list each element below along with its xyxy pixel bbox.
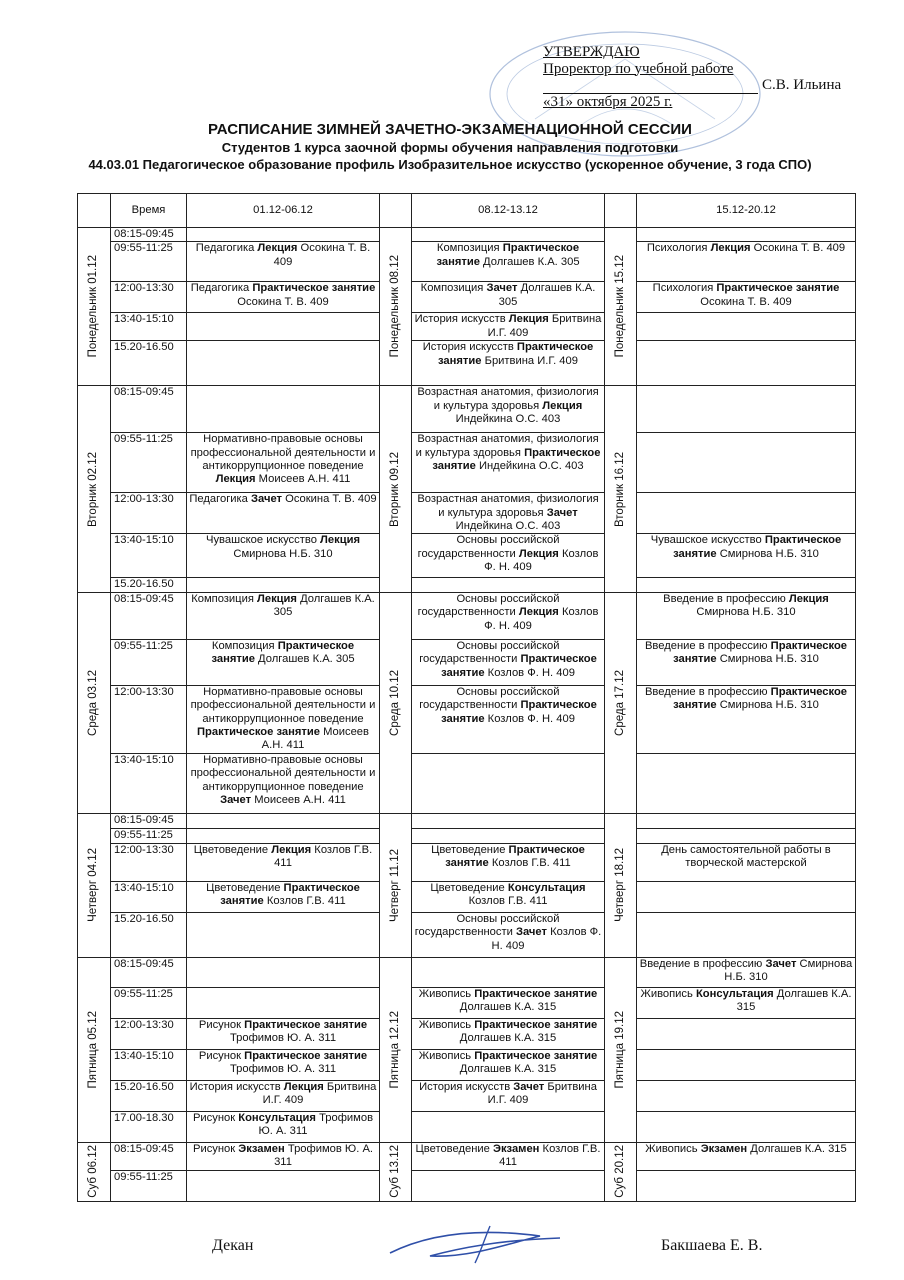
class-cell-week-2: История искусств Практическое занятие Бритвина И.Г. 409 [412, 341, 605, 386]
class-cell-week-1 [187, 813, 380, 828]
class-cell-week-1: Нормативно-правовые основы профессиональной деятельности и антикоррупционное поведение Зачет Моисеев А.Н. 411 [187, 753, 380, 813]
class-cell-week-2: Цветоведение Практическое занятие Козлов Г.В. 411 [412, 843, 605, 881]
table-row [78, 881, 856, 912]
header-week-2: 08.12-13.12 [412, 194, 605, 228]
header-week-3: 15.12-20.12 [637, 194, 856, 228]
class-cell-week-1 [187, 828, 380, 843]
time-cell: 17.00-18.30 [111, 1111, 187, 1142]
page-subtitle-2: 44.03.01 Педагогическое образование профиль Изобразительное искусство (ускоренное обучение, 3 года СПО) [88, 157, 812, 172]
class-cell-week-2: Основы российской государственности Зачет Козлов Ф. Н. 409 [412, 912, 605, 957]
day-cell-week-2 [380, 957, 412, 1142]
class-cell-week-1 [187, 987, 380, 1018]
class-cell-week-3 [637, 1018, 856, 1049]
class-cell-week-3: Психология Лекция Осокина Т. В. 409 [637, 242, 856, 282]
time-cell: 08:15-09:45 [111, 228, 187, 242]
approval-word: УТВЕРЖДАЮ [543, 44, 640, 60]
table-row [78, 282, 856, 313]
table-row [78, 313, 856, 341]
class-cell-week-1: Педагогика Лекция Осокина Т. В. 409 [187, 242, 380, 282]
class-cell-week-1: Нормативно-правовые основы профессиональной деятельности и антикоррупционное поведение Лекция Моисеев А.Н. 411 [187, 433, 380, 493]
class-cell-week-1: Чувашское искусство Лекция Смирнова Н.Б. 310 [187, 534, 380, 578]
table-row [78, 639, 856, 685]
class-cell-week-1 [187, 313, 380, 341]
time-cell: 12:00-13:30 [111, 1018, 187, 1049]
table-row [78, 1170, 856, 1201]
class-cell-week-2 [412, 228, 605, 242]
time-cell: 08:15-09:45 [111, 957, 187, 987]
table-row [78, 1080, 856, 1111]
table-row [78, 386, 856, 433]
class-cell-week-2 [412, 1111, 605, 1142]
table-row [78, 242, 856, 282]
day-label: Вторник 02.12 [87, 451, 100, 527]
day-label: Четверг 04.12 [87, 848, 100, 923]
class-cell-week-3 [637, 1080, 856, 1111]
dean-signature [370, 1218, 580, 1268]
header-empty [380, 194, 412, 228]
class-cell-week-1: Педагогика Зачет Осокина Т. В. 409 [187, 493, 380, 534]
class-cell-week-2 [412, 813, 605, 828]
document-titles [40, 121, 860, 173]
class-cell-week-3: Введение в профессию Практическое занятие Смирнова Н.Б. 310 [637, 639, 856, 685]
class-cell-week-3 [637, 228, 856, 242]
day-cell-week-1 [78, 592, 111, 813]
day-cell-week-3 [605, 1142, 637, 1201]
time-cell: 12:00-13:30 [111, 843, 187, 881]
day-label: Пятница 19.12 [613, 1011, 626, 1089]
table-row [78, 843, 856, 881]
day-cell-week-3 [605, 228, 637, 386]
day-label: Пятница 12.12 [388, 1011, 401, 1089]
day-cell-week-3 [605, 592, 637, 813]
time-cell: 15.20-16.50 [111, 341, 187, 386]
time-cell: 09:55-11:25 [111, 433, 187, 493]
day-label: Пятница 05.12 [87, 1011, 100, 1089]
class-cell-week-2: Основы российской государственности Практическое занятие Козлов Ф. Н. 409 [412, 685, 605, 753]
time-cell: 13:40-15:10 [111, 881, 187, 912]
class-cell-week-2: Живопись Практическое занятие Долгашев К.А. 315 [412, 1049, 605, 1080]
class-cell-week-2: Основы российской государственности Практическое занятие Козлов Ф. Н. 409 [412, 639, 605, 685]
class-cell-week-3: День самостоятельной работы в творческой мастерской [637, 843, 856, 881]
time-cell: 13:40-15:10 [111, 1049, 187, 1080]
time-cell: 15.20-16.50 [111, 578, 187, 592]
class-cell-week-2: Основы российской государственности Лекция Козлов Ф. Н. 409 [412, 592, 605, 639]
approval-block [543, 44, 863, 110]
class-cell-week-3 [637, 1111, 856, 1142]
time-cell: 08:15-09:45 [111, 813, 187, 828]
table-row [78, 433, 856, 493]
page-title: РАСПИСАНИЕ ЗИМНЕЙ ЗАЧЕТНО-ЭКЗАМЕНАЦИОННОЙ СЕССИИ [208, 121, 692, 138]
day-label: Среда 17.12 [613, 669, 626, 736]
class-cell-week-1 [187, 341, 380, 386]
class-cell-week-1 [187, 1170, 380, 1201]
class-cell-week-1 [187, 957, 380, 987]
time-cell: 08:15-09:45 [111, 386, 187, 433]
class-cell-week-2: Возрастная анатомия, физиология и культура здоровья Практическое занятие Индейкина О.С. 403 [412, 433, 605, 493]
time-cell: 09:55-11:25 [111, 1170, 187, 1201]
table-row [78, 1111, 856, 1142]
class-cell-week-3 [637, 433, 856, 493]
class-cell-week-3 [637, 912, 856, 957]
class-cell-week-2: Возрастная анатомия, физиология и культура здоровья Лекция Индейкина О.С. 403 [412, 386, 605, 433]
day-label: Суб 13.12 [388, 1145, 401, 1199]
day-label: Понедельник 08.12 [388, 255, 401, 358]
class-cell-week-2 [412, 828, 605, 843]
day-label: Понедельник 15.12 [613, 255, 626, 358]
approval-signer: С.В. Ильина [762, 77, 842, 93]
class-cell-week-1 [187, 578, 380, 592]
time-cell: 15.20-16.50 [111, 912, 187, 957]
class-cell-week-1: Рисунок Практическое занятие Трофимов Ю. А. 311 [187, 1018, 380, 1049]
table-row [78, 534, 856, 578]
time-cell: 12:00-13:30 [111, 282, 187, 313]
table-row [78, 1142, 856, 1170]
class-cell-week-3 [637, 386, 856, 433]
class-cell-week-1 [187, 228, 380, 242]
day-cell-week-2 [380, 592, 412, 813]
class-cell-week-3: Введение в профессию Практическое занятие Смирнова Н.Б. 310 [637, 685, 856, 753]
day-label: Суб 06.12 [87, 1145, 100, 1199]
table-row [78, 813, 856, 828]
class-cell-week-3 [637, 313, 856, 341]
table-header-row [78, 194, 856, 228]
time-cell: 13:40-15:10 [111, 313, 187, 341]
day-label: Вторник 09.12 [388, 451, 401, 527]
time-cell: 13:40-15:10 [111, 534, 187, 578]
approval-position: Проректор по учебной работе [543, 60, 734, 77]
table-row [78, 1049, 856, 1080]
day-label: Понедельник 01.12 [87, 255, 100, 358]
day-label: Среда 10.12 [388, 669, 401, 736]
class-cell-week-3 [637, 1170, 856, 1201]
class-cell-week-2: История искусств Зачет Бритвина И.Г. 409 [412, 1080, 605, 1111]
class-cell-week-1: Рисунок Экзамен Трофимов Ю. А. 311 [187, 1142, 380, 1170]
class-cell-week-3: Чувашское искусство Практическое занятие Смирнова Н.Б. 310 [637, 534, 856, 578]
time-cell: 08:15-09:45 [111, 1142, 187, 1170]
table-row [78, 1018, 856, 1049]
class-cell-week-3 [637, 1049, 856, 1080]
class-cell-week-1: Композиция Лекция Долгашев К.А. 305 [187, 592, 380, 639]
day-cell-week-1 [78, 957, 111, 1142]
header-time: Время [111, 194, 187, 228]
class-cell-week-3 [637, 578, 856, 592]
class-cell-week-2 [412, 578, 605, 592]
class-cell-week-3: Психология Практическое занятие Осокина Т. В. 409 [637, 282, 856, 313]
class-cell-week-2: Основы российской государственности Лекция Козлов Ф. Н. 409 [412, 534, 605, 578]
time-cell: 08:15-09:45 [111, 592, 187, 639]
day-label: Вторник 16.12 [613, 451, 626, 527]
day-cell-week-2 [380, 1142, 412, 1201]
class-cell-week-1: Рисунок Консультация Трофимов Ю. А. 311 [187, 1111, 380, 1142]
day-cell-week-3 [605, 813, 637, 957]
table-row [78, 957, 856, 987]
header-empty [605, 194, 637, 228]
time-cell: 12:00-13:30 [111, 685, 187, 753]
dean-name: Бакшаева Е. В. [661, 1237, 763, 1254]
class-cell-week-1 [187, 386, 380, 433]
time-cell: 09:55-11:25 [111, 242, 187, 282]
class-cell-week-1: Цветоведение Лекция Козлов Г.В. 411 [187, 843, 380, 881]
time-cell: 12:00-13:30 [111, 493, 187, 534]
approval-date: «31» октября 2025 г. [543, 93, 673, 110]
day-label: Среда 03.12 [87, 669, 100, 736]
class-cell-week-2: Цветоведение Экзамен Козлов Г.В. 411 [412, 1142, 605, 1170]
day-cell-week-1 [78, 228, 111, 386]
class-cell-week-2: История искусств Лекция Бритвина И.Г. 409 [412, 313, 605, 341]
class-cell-week-1: Рисунок Практическое занятие Трофимов Ю. А. 311 [187, 1049, 380, 1080]
day-cell-week-3 [605, 957, 637, 1142]
class-cell-week-1: Цветоведение Практическое занятие Козлов Г.В. 411 [187, 881, 380, 912]
class-cell-week-3 [637, 828, 856, 843]
time-cell: 09:55-11:25 [111, 639, 187, 685]
table-row [78, 912, 856, 957]
header-week-1: 01.12-06.12 [187, 194, 380, 228]
time-cell: 13:40-15:10 [111, 753, 187, 813]
day-cell-week-1 [78, 1142, 111, 1201]
day-label: Четверг 11.12 [388, 848, 401, 922]
table-row [78, 592, 856, 639]
day-cell-week-1 [78, 813, 111, 957]
class-cell-week-3 [637, 493, 856, 534]
class-cell-week-1: История искусств Лекция Бритвина И.Г. 409 [187, 1080, 380, 1111]
class-cell-week-2 [412, 1170, 605, 1201]
day-cell-week-2 [380, 386, 412, 593]
table-row [78, 828, 856, 843]
class-cell-week-1: Педагогика Практическое занятие Осокина Т. В. 409 [187, 282, 380, 313]
time-cell: 15.20-16.50 [111, 1080, 187, 1111]
table-row [78, 685, 856, 753]
class-cell-week-3 [637, 753, 856, 813]
table-row [78, 228, 856, 242]
day-label: Четверг 18.12 [613, 848, 626, 923]
table-row [78, 753, 856, 813]
class-cell-week-3: Живопись Экзамен Долгашев К.А. 315 [637, 1142, 856, 1170]
class-cell-week-3: Введение в профессию Лекция Смирнова Н.Б. 310 [637, 592, 856, 639]
table-row [78, 493, 856, 534]
class-cell-week-2 [412, 957, 605, 987]
table-row [78, 578, 856, 592]
class-cell-week-2: Цветоведение Консультация Козлов Г.В. 411 [412, 881, 605, 912]
time-cell: 09:55-11:25 [111, 828, 187, 843]
table-row [78, 341, 856, 386]
class-cell-week-3: Живопись Консультация Долгашев К.А. 315 [637, 987, 856, 1018]
day-cell-week-1 [78, 386, 111, 593]
class-cell-week-1: Композиция Практическое занятие Долгашев К.А. 305 [187, 639, 380, 685]
class-cell-week-2: Живопись Практическое занятие Долгашев К.А. 315 [412, 1018, 605, 1049]
class-cell-week-1 [187, 912, 380, 957]
class-cell-week-3 [637, 881, 856, 912]
time-cell: 09:55-11:25 [111, 987, 187, 1018]
approval-signature-line [543, 77, 863, 94]
class-cell-week-3: Введение в профессию Зачет Смирнова Н.Б. 310 [637, 957, 856, 987]
class-cell-week-2: Композиция Практическое занятие Долгашев К.А. 305 [412, 242, 605, 282]
class-cell-week-1: Нормативно-правовые основы профессиональной деятельности и антикоррупционное поведение Практическое занятие Моисеев А.Н. 411 [187, 685, 380, 753]
dean-label: Декан [212, 1237, 254, 1254]
class-cell-week-2: Живопись Практическое занятие Долгашев К.А. 315 [412, 987, 605, 1018]
class-cell-week-2: Композиция Зачет Долгашев К.А. 305 [412, 282, 605, 313]
class-cell-week-2 [412, 753, 605, 813]
day-label: Суб 20.12 [613, 1145, 626, 1199]
day-cell-week-3 [605, 386, 637, 593]
header-empty [78, 194, 111, 228]
class-cell-week-3 [637, 341, 856, 386]
schedule-table [77, 193, 856, 1202]
day-cell-week-2 [380, 813, 412, 957]
class-cell-week-3 [637, 813, 856, 828]
page-subtitle-1: Студентов 1 курса заочной формы обучения направления подготовки [221, 140, 679, 155]
table-row [78, 987, 856, 1018]
day-cell-week-2 [380, 228, 412, 386]
class-cell-week-2: Возрастная анатомия, физиология и культура здоровья Зачет Индейкина О.С. 403 [412, 493, 605, 534]
